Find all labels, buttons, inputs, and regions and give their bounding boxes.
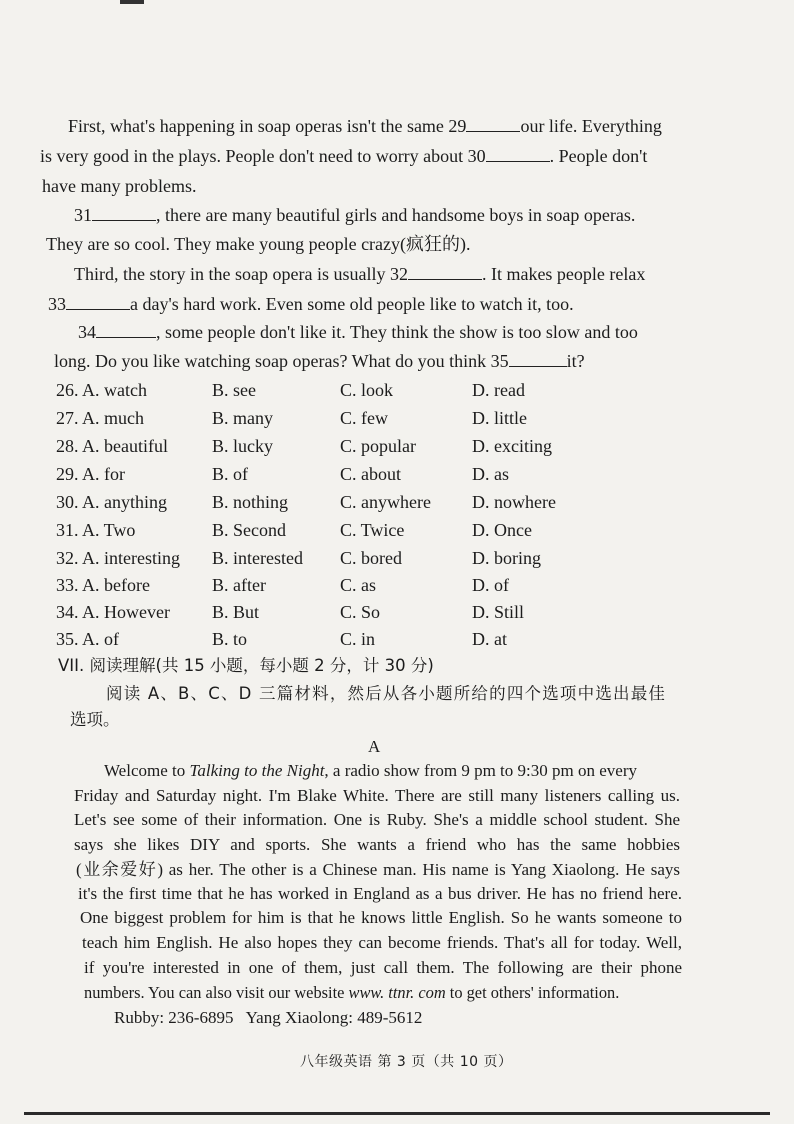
text: a day's hard work. Even some old people like to watch it, too. xyxy=(130,294,574,314)
cloze-p4-line2 xyxy=(54,350,585,372)
option-b: B. But xyxy=(212,602,260,622)
option-c: C. So xyxy=(340,602,381,622)
option-b: B. nothing xyxy=(212,492,289,512)
option-b: B. Second xyxy=(212,520,286,540)
text: our life. Everything xyxy=(520,116,662,136)
option-a: 31. A. Two xyxy=(56,520,136,540)
text: Third, the story in the soap opera is usually 32 xyxy=(74,264,408,284)
text: , some people don't like it. They think the show is too slow and too xyxy=(156,322,638,342)
cloze-p3-line2 xyxy=(48,293,574,315)
text: . It makes people relax xyxy=(481,264,646,284)
blank-29 xyxy=(466,117,520,132)
blank-30 xyxy=(486,147,550,162)
section-instruction: 阅读 A、B、C、D 三篇材料，然后从各小题所给的四个选项中选出最佳 xyxy=(106,684,667,703)
cloze-p2-line2: They are so cool. They make young people crazy(疯狂的). xyxy=(46,234,471,254)
option-a: 34. A. However xyxy=(56,602,170,622)
option-b: B. lucky xyxy=(212,436,273,456)
website: www. ttnr. com xyxy=(348,983,446,1002)
text: Welcome to xyxy=(104,761,190,780)
show-name: Talking to the Night xyxy=(189,761,325,780)
cloze-p2-line1 xyxy=(74,204,635,226)
option-c: C. as xyxy=(340,575,376,595)
option-c: C. in xyxy=(340,629,376,649)
option-c: C. look xyxy=(340,380,394,400)
cloze-p1-line1 xyxy=(68,115,662,137)
passage-line: says she likes DIY and sports. She wants a friend who has the same hobbies xyxy=(74,835,680,854)
blank-32 xyxy=(408,265,482,280)
option-c: C. about xyxy=(340,464,401,484)
passage-title: A xyxy=(368,737,381,756)
option-d: D. Once xyxy=(472,520,532,540)
section-instruction-cont: 选项。 xyxy=(70,710,120,729)
text: 31 xyxy=(74,205,92,225)
option-b: B. of xyxy=(212,464,248,484)
option-d: D. little xyxy=(472,408,527,428)
option-d: D. Still xyxy=(472,602,525,622)
option-b: B. see xyxy=(212,380,256,400)
option-a: 30. A. anything xyxy=(56,492,167,512)
text: long. Do you like watching soap operas? What do you think 35 xyxy=(54,351,509,371)
passage-line xyxy=(104,760,680,782)
passage-line: Friday and Saturday night. I'm Blake White. There are still many listeners calling us. xyxy=(74,786,680,805)
option-d: D. exciting xyxy=(472,436,552,456)
option-b: B. interested xyxy=(212,548,303,568)
option-a: 27. A. much xyxy=(56,408,144,428)
scan-mark xyxy=(120,0,144,4)
text: it? xyxy=(566,351,585,371)
option-d: D. at xyxy=(472,629,507,649)
text: is very good in the plays. People don't need to worry about 30 xyxy=(40,146,486,166)
text: , there are many beautiful girls and handsome boys in soap operas. xyxy=(156,205,636,225)
scan-edge xyxy=(24,1112,770,1115)
option-b: B. after xyxy=(212,575,266,595)
option-c: C. anywhere xyxy=(340,492,431,512)
phone-numbers: Rubby: 236-6895 Yang Xiaolong: 489-5612 xyxy=(114,1008,423,1027)
option-d: D. read xyxy=(472,380,525,400)
option-a: 35. A. of xyxy=(56,629,119,649)
option-b: B. to xyxy=(212,629,248,649)
passage-line: if you're interested in one of them, just call them. The following are their phone xyxy=(84,958,682,977)
passage-line: Let's see some of their information. One is Ruby. She's a middle school student. She xyxy=(74,810,680,829)
text: , a radio show from 9 pm to 9:30 pm on every xyxy=(324,761,637,780)
option-c: C. Twice xyxy=(340,520,405,540)
blank-31 xyxy=(92,206,156,221)
option-d: D. nowhere xyxy=(472,492,556,512)
option-a: 28. A. beautiful xyxy=(56,436,168,456)
option-a: 32. A. interesting xyxy=(56,548,180,568)
text: First, what's happening in soap operas isn't the same 29 xyxy=(68,116,467,136)
cloze-p1-line3: have many problems. xyxy=(42,176,197,196)
option-d: D. as xyxy=(472,464,509,484)
cloze-p4-line1 xyxy=(78,321,638,343)
passage-line: it's the first time that he has worked in England as a bus driver. He has no friend here. xyxy=(78,884,682,903)
option-a: 26. A. watch xyxy=(56,380,147,400)
cloze-p1-line2 xyxy=(40,145,647,167)
passage-line xyxy=(84,982,619,1004)
blank-33 xyxy=(66,295,130,310)
passage-line: One biggest problem for him is that he knows little English. So he wants someone to xyxy=(80,908,682,927)
section-heading: VII. 阅读理解(共 15 小题，每小题 2 分，计 30 分) xyxy=(58,656,434,675)
blank-34 xyxy=(96,323,156,338)
option-a: 33. A. before xyxy=(56,575,150,595)
text: to get others' information. xyxy=(445,983,620,1002)
option-a: 29. A. for xyxy=(56,464,125,484)
option-c: C. bored xyxy=(340,548,402,568)
text: 34 xyxy=(78,322,96,342)
option-c: C. few xyxy=(340,408,388,428)
cloze-p3-line1 xyxy=(74,263,645,285)
page-footer: 八年级英语 第 3 页（共 10 页） xyxy=(300,1054,513,1070)
option-d: D. of xyxy=(472,575,509,595)
passage-line: (业余爱好) as her. The other is a Chinese man. His name is Yang Xiaolong. He says xyxy=(76,860,680,879)
option-d: D. boring xyxy=(472,548,541,568)
passage-line: teach him English. He also hopes they can become friends. That's all for today. Well, xyxy=(82,933,682,952)
text: . People don't xyxy=(549,146,648,166)
option-b: B. many xyxy=(212,408,273,428)
text: numbers. You can also visit our website xyxy=(84,983,349,1002)
text: 33 xyxy=(48,294,66,314)
option-c: C. popular xyxy=(340,436,416,456)
blank-35 xyxy=(509,352,567,367)
